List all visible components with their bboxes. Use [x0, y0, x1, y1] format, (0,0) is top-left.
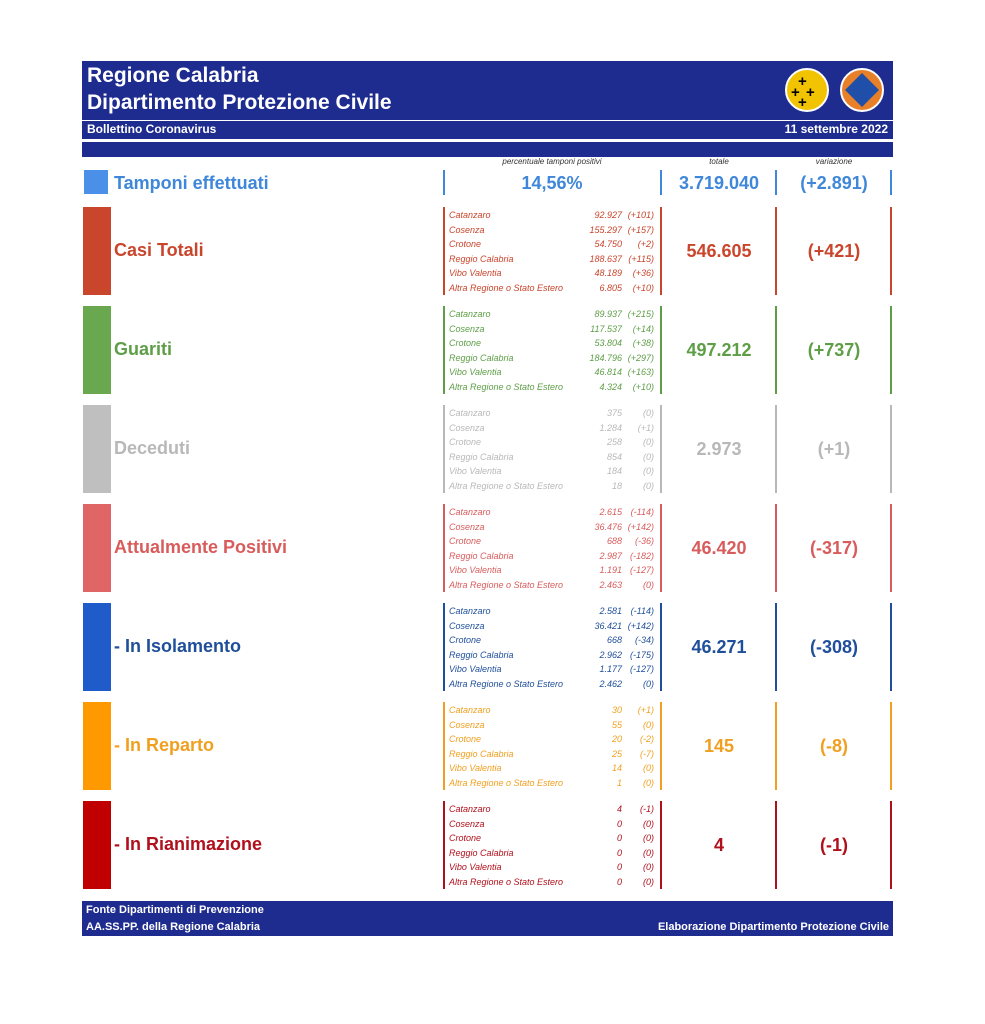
province-value: 25: [611, 748, 622, 759]
province-value: 53.804: [594, 338, 622, 349]
province-name: Crotone: [449, 635, 482, 646]
province-breakdown-table: [449, 802, 659, 890]
province-delta: (-175): [629, 649, 654, 660]
province-value: 0: [616, 833, 622, 844]
table-row: [449, 563, 659, 578]
province-delta: (0): [643, 847, 654, 858]
province-value: 4: [616, 804, 622, 814]
table-row: [449, 534, 659, 549]
province-name: Altra Regione o Stato Estero: [449, 381, 564, 392]
province-breakdown-table: [449, 505, 659, 593]
province-name: Crotone: [449, 437, 482, 448]
section-total: 4: [713, 835, 724, 855]
footer-source-line-2: AA.SS.PP. della Regione Calabria: [86, 921, 261, 933]
tamponi-label: Tamponi effettuati: [114, 173, 269, 193]
section-variation: (-308): [809, 637, 858, 657]
province-name: Cosenza: [449, 521, 485, 532]
section-color-bar: [83, 405, 111, 493]
province-delta: (0): [643, 818, 654, 829]
province-value: 36.476: [594, 521, 622, 532]
province-name: Vibo Valentia: [449, 664, 502, 675]
province-delta: (-182): [629, 550, 654, 561]
province-value: 668: [606, 635, 622, 646]
province-delta: (0): [643, 719, 654, 730]
section-label: - In Isolamento: [114, 636, 242, 656]
table-row: [449, 322, 659, 337]
tamponi-total: 3.719.040: [678, 173, 760, 193]
province-delta: (0): [643, 466, 654, 477]
table-row: [449, 747, 659, 762]
province-value: 0: [616, 818, 622, 829]
province-value: 1: [616, 777, 622, 788]
province-delta: (-36): [634, 536, 654, 547]
section-total: 46.271: [691, 637, 747, 657]
province-breakdown-table: [449, 604, 659, 692]
province-delta: (-34): [634, 635, 654, 646]
province-name: Catanzaro: [449, 408, 491, 418]
province-breakdown-table: [449, 307, 659, 395]
title-line-1: Regione Calabria: [87, 64, 259, 87]
table-row: [449, 365, 659, 380]
province-value: 854: [606, 451, 622, 462]
section-color-bar: [83, 207, 111, 295]
province-delta: (0): [643, 480, 654, 491]
column-header-percent: percentuale tamponi positivi: [502, 157, 602, 166]
table-row: [449, 223, 659, 238]
section-label: Guariti: [114, 339, 173, 359]
section-variation: (+737): [807, 340, 861, 360]
table-row: [449, 846, 659, 861]
province-value: 0: [616, 876, 622, 887]
province-delta: (0): [643, 451, 654, 462]
section-label: Deceduti: [114, 438, 191, 458]
table-row: [449, 802, 659, 817]
province-value: 46.814: [594, 367, 622, 378]
province-name: Reggio Calabria: [449, 253, 514, 264]
province-delta: (0): [643, 763, 654, 774]
province-value: 6.805: [599, 282, 622, 293]
province-delta: (0): [643, 862, 654, 873]
province-value: 188.637: [589, 253, 622, 264]
table-row: [449, 421, 659, 436]
table-row: [449, 703, 659, 718]
table-row: [449, 662, 659, 677]
province-delta: (-2): [640, 734, 654, 745]
province-value: 0: [616, 847, 622, 858]
province-value: 92.927: [594, 210, 622, 220]
province-value: 30: [611, 705, 622, 715]
table-row: [449, 718, 659, 733]
table-row: [449, 505, 659, 520]
province-name: Cosenza: [449, 620, 485, 631]
province-breakdown-table: [449, 208, 659, 296]
table-row: [449, 549, 659, 564]
section-divider: [660, 702, 662, 790]
province-name: Cosenza: [449, 422, 485, 433]
section-variation: (+421): [807, 241, 861, 261]
province-delta: (-114): [630, 507, 654, 517]
province-name: Vibo Valentia: [449, 565, 502, 576]
table-row: [449, 633, 659, 648]
province-delta: (-127): [629, 565, 654, 576]
province-name: Vibo Valentia: [449, 763, 502, 774]
footer-banner: [82, 901, 893, 936]
province-value: 14: [611, 763, 622, 774]
province-value: 117.537: [590, 323, 622, 334]
section-variation: (-317): [809, 538, 858, 558]
province-name: Cosenza: [449, 818, 485, 829]
section-divider: [443, 207, 445, 295]
province-delta: (0): [643, 678, 654, 689]
province-name: Crotone: [449, 239, 482, 250]
province-value: 4.324: [599, 381, 622, 392]
table-row: [449, 776, 659, 791]
table-row: [449, 761, 659, 776]
province-value: 155.297: [589, 224, 622, 235]
province-name: Catanzaro: [449, 705, 491, 715]
province-name: Catanzaro: [449, 804, 491, 814]
province-name: Reggio Calabria: [449, 847, 514, 858]
province-name: Altra Regione o Stato Estero: [449, 480, 564, 491]
section-divider: [660, 405, 662, 493]
section-label: Casi Totali: [114, 240, 204, 260]
section-divider: [660, 207, 662, 295]
section-total: 546.605: [686, 241, 752, 261]
province-value: 48.189: [594, 268, 622, 279]
province-delta: (+1): [637, 422, 654, 433]
table-row: [449, 208, 659, 223]
province-name: Catanzaro: [449, 309, 491, 319]
province-delta: (-1): [640, 804, 654, 814]
province-breakdown-table: [449, 406, 659, 494]
table-row: [449, 479, 659, 494]
table-row: [449, 860, 659, 875]
province-delta: (+14): [632, 323, 654, 334]
province-delta: (0): [643, 579, 654, 590]
province-name: Reggio Calabria: [449, 550, 514, 561]
section-color-bar: [83, 306, 111, 394]
province-delta: (+101): [627, 210, 654, 220]
section-divider: [443, 405, 445, 493]
province-delta: (+157): [627, 224, 654, 235]
regione-calabria-logo-icon: + + + +: [785, 68, 829, 112]
province-delta: (+142): [627, 521, 654, 532]
section-color-bar: [83, 702, 111, 790]
province-delta: (+115): [628, 253, 654, 264]
section-variation: (-8): [820, 736, 848, 756]
section-label: - In Reparto: [114, 735, 215, 755]
bulletin-label: Bollettino Coronavirus: [87, 122, 217, 136]
table-row: [449, 336, 659, 351]
province-name: Reggio Calabria: [449, 352, 514, 363]
province-value: 54.750: [594, 239, 622, 250]
table-row: [449, 252, 659, 267]
table-row: [449, 677, 659, 692]
province-name: Catanzaro: [449, 507, 491, 517]
bulletin-bar: [82, 120, 893, 139]
province-name: Vibo Valentia: [449, 268, 502, 279]
province-delta: (+297): [627, 352, 654, 363]
province-delta: (-7): [640, 748, 654, 759]
province-delta: (+163): [627, 367, 654, 378]
tamponi-square: [84, 170, 108, 194]
table-row: [449, 237, 659, 252]
province-delta: (-127): [629, 664, 654, 675]
province-name: Cosenza: [449, 719, 485, 730]
table-row: [449, 604, 659, 619]
province-delta: (+142): [627, 620, 654, 631]
section-color-bar: [83, 801, 111, 889]
section-variation: (+1): [817, 439, 851, 459]
tamponi-divider: [660, 170, 662, 195]
province-name: Cosenza: [449, 323, 485, 334]
province-value: 36.421: [594, 620, 622, 631]
province-delta: (0): [643, 833, 654, 844]
province-name: Crotone: [449, 734, 482, 745]
section-total: 497.212: [686, 340, 752, 360]
table-row: [449, 578, 659, 593]
province-value: 184.796: [589, 352, 622, 363]
section-label: Attualmente Positivi: [114, 537, 288, 557]
province-delta: (+10): [632, 381, 654, 392]
table-row: [449, 464, 659, 479]
province-delta: (+38): [632, 338, 654, 349]
section-divider: [660, 306, 662, 394]
province-name: Catanzaro: [449, 210, 491, 220]
province-name: Altra Regione o Stato Estero: [449, 579, 564, 590]
tamponi-divider: [890, 170, 892, 195]
province-value: 688: [606, 536, 622, 547]
province-value: 258: [606, 437, 622, 448]
province-delta: (0): [643, 408, 654, 418]
bulletin-date: 11 settembre 2022: [784, 122, 888, 136]
province-value: 2.462: [599, 678, 622, 689]
province-value: 2.463: [599, 579, 622, 590]
province-name: Vibo Valentia: [449, 862, 502, 873]
province-delta: (+36): [632, 268, 654, 279]
footer-source-line-1: Fonte Dipartimenti di Prevenzione: [86, 904, 264, 916]
table-row: [449, 875, 659, 890]
province-value: 1.177: [599, 664, 622, 675]
province-value: 55: [611, 719, 622, 730]
section-label: - In Rianimazione: [114, 834, 263, 854]
section-total: 46.420: [691, 538, 747, 558]
section-color-bar: [83, 603, 111, 691]
province-name: Reggio Calabria: [449, 649, 514, 660]
section-variation: (-1): [820, 835, 848, 855]
province-value: 89.937: [594, 309, 622, 319]
province-name: Crotone: [449, 338, 482, 349]
section-divider: [443, 306, 445, 394]
table-row: [449, 435, 659, 450]
province-name: Crotone: [449, 833, 482, 844]
province-value: 1.191: [599, 565, 622, 576]
province-delta: (0): [643, 437, 654, 448]
table-row: [449, 281, 659, 296]
section-divider: [660, 603, 662, 691]
tamponi-variation: (+2.891): [800, 173, 868, 193]
province-name: Reggio Calabria: [449, 748, 514, 759]
column-header-total: totale: [709, 157, 729, 166]
province-name: Vibo Valentia: [449, 367, 502, 378]
province-delta: (+215): [627, 309, 654, 319]
province-delta: (0): [643, 876, 654, 887]
section-total: 145: [703, 736, 735, 756]
province-delta: (+1): [637, 705, 654, 715]
province-value: 375: [606, 408, 622, 418]
province-value: 20: [611, 734, 622, 745]
section-divider: [443, 702, 445, 790]
table-row: [449, 307, 659, 322]
province-value: 2.962: [599, 649, 622, 660]
section-divider: [660, 504, 662, 592]
province-name: Crotone: [449, 536, 482, 547]
table-row: [449, 817, 659, 832]
province-delta: (+2): [637, 239, 654, 250]
section-divider: [443, 603, 445, 691]
column-header-variation: variazione: [815, 157, 853, 166]
table-row: [449, 831, 659, 846]
province-value: 0: [616, 862, 622, 873]
province-name: Altra Regione o Stato Estero: [449, 678, 564, 689]
table-row: [449, 266, 659, 281]
province-delta: (0): [643, 777, 654, 788]
table-row: [449, 619, 659, 634]
province-name: Altra Regione o Stato Estero: [449, 777, 564, 788]
header-strip: [82, 142, 893, 157]
footer-credit: Elaborazione Dipartimento Protezione Civile: [657, 921, 889, 933]
province-breakdown-table: [449, 703, 659, 791]
province-name: Reggio Calabria: [449, 451, 514, 462]
province-value: 18: [611, 480, 622, 491]
province-delta: (+10): [632, 282, 654, 293]
protezione-civile-logo-icon: [840, 68, 884, 112]
province-name: Catanzaro: [449, 606, 491, 616]
title-line-2: Dipartimento Protezione Civile: [87, 91, 392, 114]
province-value: 184: [606, 466, 622, 477]
table-row: [449, 351, 659, 366]
province-value: 2.581: [599, 606, 622, 616]
province-delta: (-114): [630, 606, 654, 616]
section-color-bar: [83, 504, 111, 592]
section-total: 2.973: [696, 439, 742, 459]
tamponi-percent: 14,56%: [521, 173, 583, 193]
province-name: Altra Regione o Stato Estero: [449, 282, 564, 293]
province-value: 2.615: [599, 507, 622, 517]
province-name: Vibo Valentia: [449, 466, 502, 477]
section-divider: [443, 504, 445, 592]
table-row: [449, 406, 659, 421]
province-name: Altra Regione o Stato Estero: [449, 876, 564, 887]
section-divider: [443, 801, 445, 889]
table-row: [449, 520, 659, 535]
section-divider: [660, 801, 662, 889]
table-row: [449, 648, 659, 663]
province-name: Cosenza: [449, 224, 485, 235]
province-value: 2.987: [599, 550, 622, 561]
province-value: 1.284: [599, 422, 622, 433]
table-row: [449, 450, 659, 465]
table-row: [449, 732, 659, 747]
table-row: [449, 380, 659, 395]
